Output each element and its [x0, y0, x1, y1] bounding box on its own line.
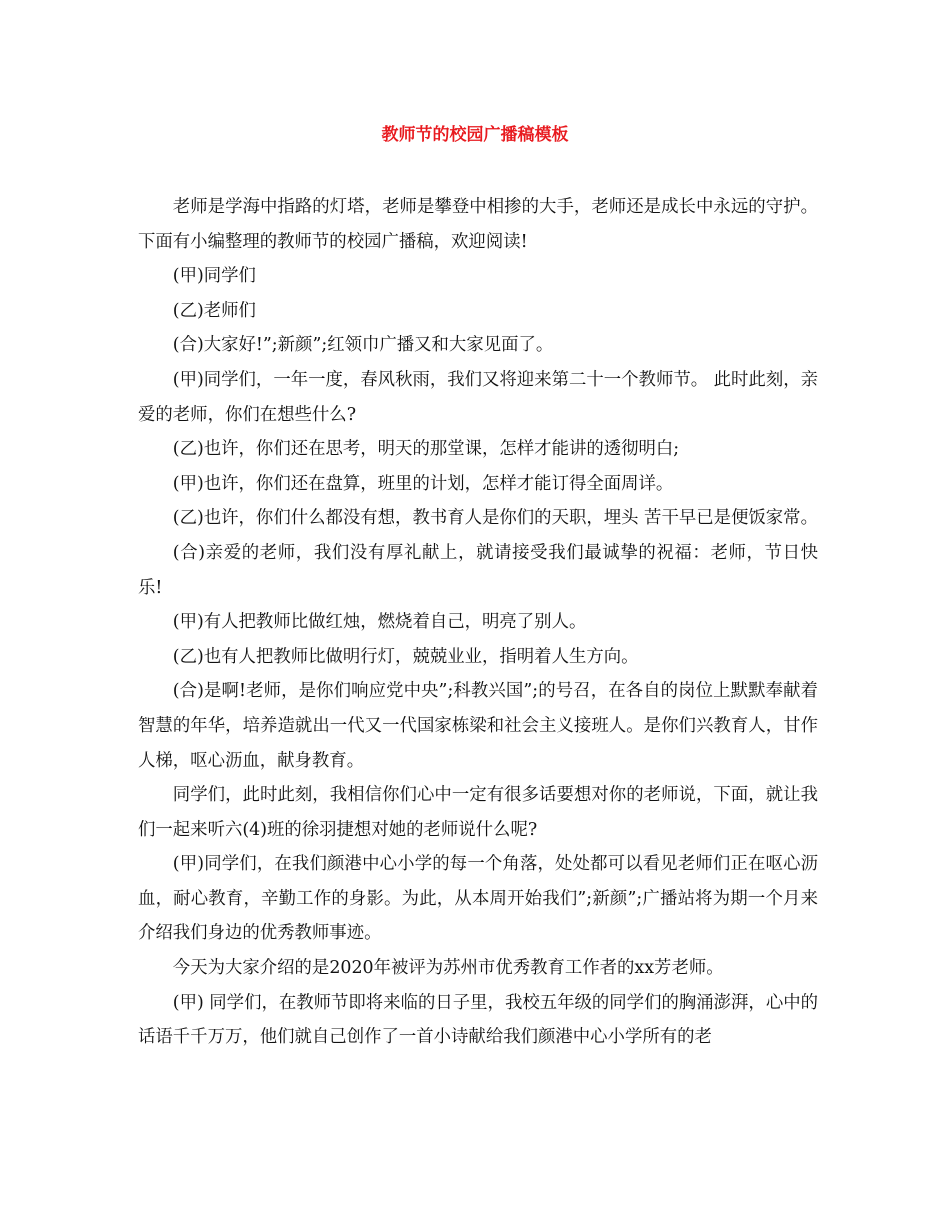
document-title: 教师节的校园广播稿模板: [381, 125, 569, 145]
paragraph-yi-greeting: (乙)老师们: [172, 300, 256, 321]
paragraph-yi-duty: (乙)也许，你们什么都没有想，教书育人是你们的天职，埋头 苦干早已是便饭家常。: [172, 508, 818, 529]
paragraph-jia-school: (甲)同学们，在我们颜港中心小学的每一个角落，处处都可以看见老师们正在呕心沥血，耐心教育，辛勤工作的身影。为此，从本周开始我们”;新颜”;广播站将为期一个月来介绍我们身边的优秀教师事迹。: [138, 854, 818, 944]
paragraph-jia-planning: (甲)也许，你们还在盘算，班里的计划，怎样才能订得全面周详。: [172, 473, 674, 494]
paragraph-jia-poem: (甲) 同学们，在教师节即将来临的日子里，我校五年级的同学们的胸涌澎湃，心中的话语千千万万，他们就自己创作了一首小诗献给我们颜港中心小学所有的老: [138, 992, 818, 1048]
document-body: [138, 190, 818, 1055]
paragraph-introduction: 今天为大家介绍的是2020年被评为苏州市优秀教育工作者的xx芳老师。: [172, 958, 724, 979]
paragraph-he-hello: (合)大家好!”;新颜”;红领巾广播又和大家见面了。: [172, 335, 554, 356]
paragraph-intro: 老师是学海中指路的灯塔，老师是攀登中相掺的大手，老师还是成长中永远的守护。下面有小编整理的教师节的校园广播稿，欢迎阅读!: [138, 197, 818, 252]
paragraph-he-blessing: (合)亲爱的老师，我们没有厚礼献上，就请接受我们最诚挚的祝福：老师，节日快乐!: [138, 542, 818, 598]
paragraph-jia-greeting: (甲)同学们: [172, 266, 256, 287]
paragraph-jia-candle: (甲)有人把教师比做红烛，燃烧着自己，明亮了别人。: [172, 612, 587, 633]
paragraph-yi-lamp: (乙)也有人把教师比做明行灯，兢兢业业，指明着人生方向。: [172, 646, 639, 667]
paragraph-yi-thinking: (乙)也许，你们还在思考，明天的那堂课，怎样才能讲的透彻明白;: [172, 439, 680, 460]
paragraph-classmates: 同学们，此时此刻，我相信你们心中一定有很多话要想对你的老师说，下面，就让我们一起来听六(4)班的徐羽捷想对她的老师说什么呢?: [138, 785, 818, 840]
paragraph-he-dedication: (合)是啊!老师，是你们响应党中央”;科教兴国”;的号召，在各自的岗位上默默奉献着智慧的年华，培养造就出一代又一代国家栋梁和社会主义接班人。是你们兴教育人，甘作人梯，呕心沥血，献身教育。: [138, 681, 818, 771]
paragraph-jia-teachers-day: (甲)同学们，一年一度，春风秋雨，我们又将迎来第二十一个教师节。 此时此刻，亲爱的老师，你们在想些什么?: [138, 369, 818, 425]
